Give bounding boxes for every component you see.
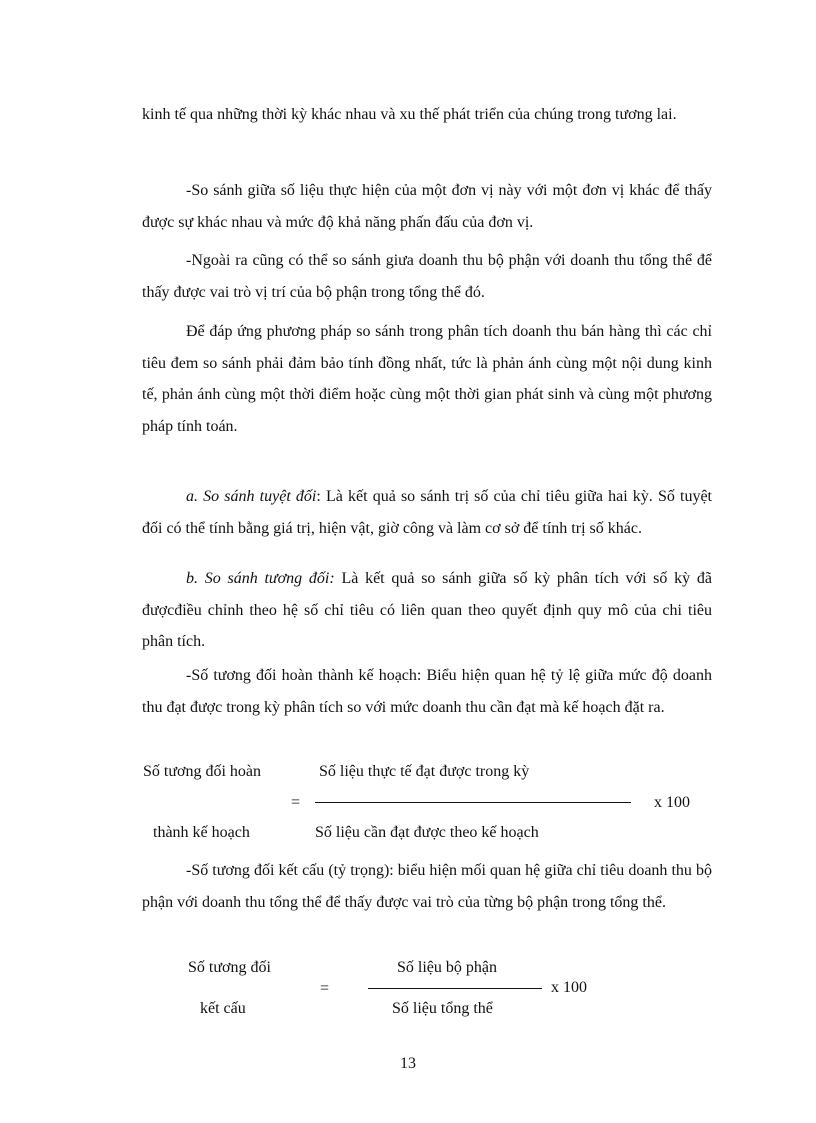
page-number: 13 — [400, 1055, 416, 1072]
formula1-equals: = — [291, 794, 301, 811]
paragraph-3: -Ngoài ra cũng có thể so sánh giưa doanh thu bộ phận với doanh thu tổng thể để thấy được vai trò vị trí của bộ phận trong tổng thể đó. — [142, 252, 712, 301]
formula1-label-bottom: thành kế hoạch — [153, 824, 250, 841]
formula2-equals: = — [320, 980, 330, 997]
paragraph-2: -So sánh giữa số liệu thực hiện của một đơn vị này với một đơn vị khác để thấy được sự khác nhau và mức độ khả năng phấn đấu của đơn vị. — [142, 182, 712, 231]
paragraph-4: Để đáp ứng phương pháp so sánh trong phân tích doanh thu bán hàng thì các chỉ tiêu đem so sánh phải đảm bảo tính đồng nhất, tức là phản ánh cùng một nội dung kinh tế, phản ánh cùng một thời điểm hoặc cùng một thời gian phát sinh và cùng một phương pháp tính toán. — [142, 323, 712, 435]
paragraph-1: kinh tế qua những thời kỳ khác nhau và xu thế phát triển của chúng trong tương lai. — [142, 106, 677, 123]
paragraph-absolute-comparison — [142, 481, 712, 544]
formula2-denominator: Số liệu tổng thể — [392, 1000, 493, 1017]
formula2-multiplier: x 100 — [551, 979, 587, 996]
text-absolute-comparison: : Là kết quả so sánh trị số của chỉ tiêu giữa hai kỳ. Số tuyệt đối có thể tính bằng giá trị, hiện vật, giờ công và làm cơ sở để tính trị số khác. — [142, 488, 712, 537]
formula2-fraction-bar — [368, 988, 542, 989]
formula1-numerator: Số liệu thực tế đạt được trong kỳ — [319, 763, 530, 780]
formula2-label-top: Số tương đối — [188, 959, 271, 976]
paragraph-structure: -Số tương đối kết cấu (tỷ trọng): biểu hiện mối quan hệ giữa chỉ tiêu doanh thu bộ phận với doanh thu tổng thể để thấy được vai trò của từng bộ phận trong tổng thể. — [142, 862, 712, 911]
formula1-label-top: Số tương đối hoàn — [143, 763, 262, 780]
formula1-fraction-bar — [315, 802, 631, 803]
heading-absolute-comparison: a. So sánh tuyệt đối — [186, 488, 317, 505]
paragraph-relative-comparison — [142, 563, 712, 658]
formula1-denominator: Số liệu cần đạt được theo kế hoạch — [315, 824, 539, 841]
formula1-multiplier: x 100 — [654, 794, 690, 811]
heading-relative-comparison: b. So sánh tương đối: — [186, 570, 335, 587]
text-relative-comparison: Là kết quả so sánh giữa số kỳ phân tích với số kỳ đã đượcđiều chỉnh theo hệ số chỉ tiêu có liên quan theo quyết định quy mô của chi tiêu phân tích. — [142, 570, 712, 650]
paragraph-plan-completion: -Số tương đối hoàn thành kế hoạch: Biểu hiện quan hệ tỷ lệ giữa mức độ doanh thu đạt được trong kỳ phân tích so với mức doanh thu cần đạt mà kế hoạch đặt ra. — [142, 667, 712, 716]
formula2-numerator: Số liệu bộ phận — [397, 959, 497, 976]
formula2-label-bottom: kết cấu — [200, 1000, 246, 1017]
